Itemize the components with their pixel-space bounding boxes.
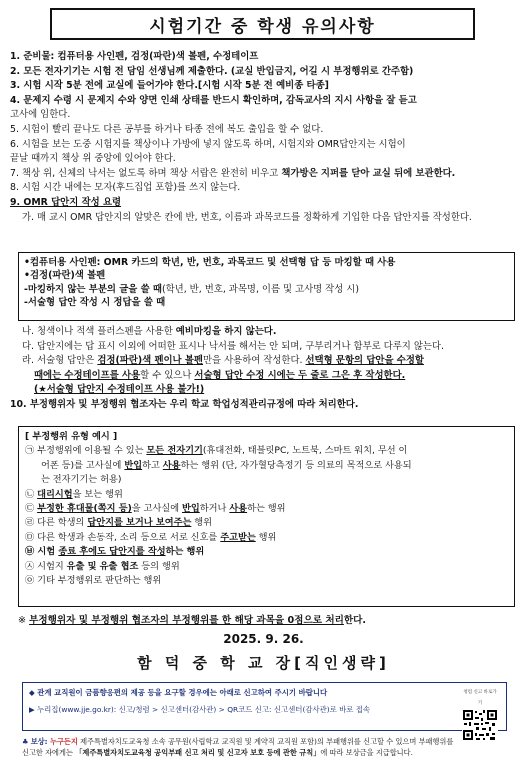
rule-9-da: 다. 답안지에는 답 표시 이외에 어떠한 표시나 낙서를 해서는 안 되며, 구부리거나 함부로 다루지 않는다. (22, 340, 444, 352)
rule-4-cont: 고사에 임한다. (10, 109, 71, 121)
cheating-item-8: ㉧ 기타 부정행위로 판단하는 행위 (25, 575, 162, 587)
rule-10: 10. 부정행위자 및 부정행위 협조자는 우리 학교 학업성적관리규정에 따라 처리한다. (10, 398, 359, 410)
rule-9-na: 나. 청색이나 적색 플러스펜을 사용한 예비마킹을 하지 않는다. (22, 326, 277, 337)
rule-7: 7. 책상 위, 신체의 낙서는 없도록 하며 책상 서랍은 완전히 비우고 책가방은 지퍼를 닫아 교실 뒤에 보관한다. (10, 167, 456, 179)
rule-9-ra: 라. 서술형 답안은 검정(파란)색 펜이나 볼펜만을 사용하여 작성한다. 선택형 문항의 답안을 수정할 (22, 355, 424, 367)
rules-list-2 (10, 325, 517, 413)
report-box (22, 682, 507, 731)
cheating-header: [ 부정행위 유형 예시 ] (25, 431, 118, 442)
cheating-item-7: ㉦ 시험지 유출 및 유출 협조 등의 행위 (25, 560, 180, 572)
rule-9-ra-warning: (★서술형 답안지 수정테이프 사용 불가!) (34, 384, 205, 396)
rules-list (10, 50, 517, 225)
qr-code-icon[interactable] (462, 687, 498, 727)
rule-4: 4. 문제지 수령 시 문제지 수와 양면 인쇄 상태를 반드시 확인하며, 감독교사의 지시 사항을 잘 듣고 (10, 94, 417, 106)
reward-line-1: ♣ 보상: 누구든지 제주특별자치도교육청 소속 공무원(사립학교 교직원 및 계약직 교직원 포함)의 부패행위를 신고할 수 있으며 부패행위를 (22, 737, 454, 746)
page-title: 시험기간 중 학생 유의사항 (50, 8, 475, 40)
rule-2: 2. 모든 전자기기는 시험 전 담임 선생님께 제출한다. (교실 반입금지, 어길 시 부정행위로 간주함) (10, 65, 414, 77)
principal-signature: 함 덕 중 학 교 장[직인생략] (137, 654, 390, 672)
penalty-note: ※ 부정행위자 및 부정행위 협조자의 부정행위를 한 해당 과목을 0점으로 처리한다. (18, 615, 367, 626)
diamond-icon: ♣ (22, 737, 31, 746)
cheating-item-6: ㉥ 시험 종료 후에도 답안지를 작성하는 행위 (25, 546, 205, 558)
cheating-item-3: ㉢ 부정한 휴대물(쪽지 등)을 고사실에 반입하거나 사용하는 행위 (25, 503, 286, 515)
report-line-1: ◆ 관계 교직원이 금품향응편의 제공 등을 요구할 경우에는 아래로 신고하여 주시기 바랍니다 (29, 688, 328, 697)
rule-6: 6. 시험을 보는 도중 시험지를 책상이나 가방에 넣지 않도록 하며, 시험지와 OMR답안지는 시험이 (10, 138, 406, 150)
rule-9: 9. OMR 답안지 작성 요령 (10, 196, 122, 208)
omr-tools-box (18, 252, 515, 321)
qr-label: 청렴 신고 바로가기 (463, 690, 497, 706)
omr-line-2: •검정(파란)색 볼펜 (24, 270, 106, 282)
rule-6-cont: 끝날 때까지 책상 위 중앙에 있어야 한다. (10, 153, 176, 165)
rule-5: 5. 시험이 빨리 끝나도 다른 공부를 하거나 타종 전에 복도 출입을 할 수 없다. (10, 123, 324, 135)
rule-3: 3. 시험 시작 5분 전에 교실에 들어가야 한다.[시험 시작 5분 전 예비종 타종] (10, 80, 329, 92)
cheating-item-5: ㉤ 다른 학생과 손동작, 소리 등으로 서로 신호를 주고받는 행위 (25, 531, 277, 543)
rule-9-ra-cont: 때에는 수정테이프를 사용할 수 있으나 서술형 답안 수정 시에는 두 줄로 그은 후 작성한다. (34, 369, 406, 381)
omr-line-3: -마킹하지 않는 부분의 글을 쓸 때(학년, 반, 번호, 과목명, 이름 및 고사명 작성 시) (24, 283, 359, 295)
reward-line-2: 신고한 자에게는 「제주특별자치도교육청 공익부패 신고 처리 및 신고자 보호 등에 관한 규칙」에 따라 보상금을 지급합니다. (22, 748, 413, 757)
issue-date: 2025. 9. 26. (223, 632, 304, 646)
cheating-item-1-cont: 어폰 등)를 고사실에 반입하고 사용하는 행위 (단, 자가혈당측정기 등 의료의 목적으로 사용되 (41, 459, 412, 471)
omr-line-4: -서술형 답안 작성 시 정답을 쓸 때 (24, 297, 166, 309)
cheating-item-4: ㉣ 다른 학생의 답안지를 보거나 보여주는 행위 (25, 517, 213, 529)
rule-9-ga: 가. 매 교시 OMR 답안지의 알맞은 칸에 반, 번호, 이름과 과목코드를 정확하게 기입한 다음 답안지를 작성한다. (22, 211, 472, 223)
cheating-examples-box (18, 426, 515, 607)
cheating-item-1: ㉠ 부정행위에 이용될 수 있는 모든 전자기기(휴대전화, 태블릿PC, 노트북, 스마트 워치, 무선 이 (25, 445, 408, 457)
rule-8: 8. 시험 시간 내에는 모자(후드집업 포함)를 쓰지 않는다. (10, 182, 241, 194)
report-line-2: ▶ 누리집(www.jje.go.kr): 신고/청렴 > 신고센터(감사관) > QR코드 신고: 신고센터(감사관)로 바로 접속 (29, 705, 371, 714)
reward-notice (22, 736, 519, 758)
cheating-item-1-cont2: 는 전자기기는 허용) (41, 474, 122, 486)
rule-1: 1. 준비물: 컴퓨터용 사인펜, 검정(파란)색 볼펜, 수정테이프 (10, 51, 259, 62)
omr-line-1: •컴퓨터용 사인펜: OMR 카드의 학년, 반, 번호, 과목코드 및 선택형 답 등 마킹할 때 사용 (24, 257, 396, 268)
cheating-item-2: ㉡ 대리시험을 보는 행위 (25, 488, 123, 500)
